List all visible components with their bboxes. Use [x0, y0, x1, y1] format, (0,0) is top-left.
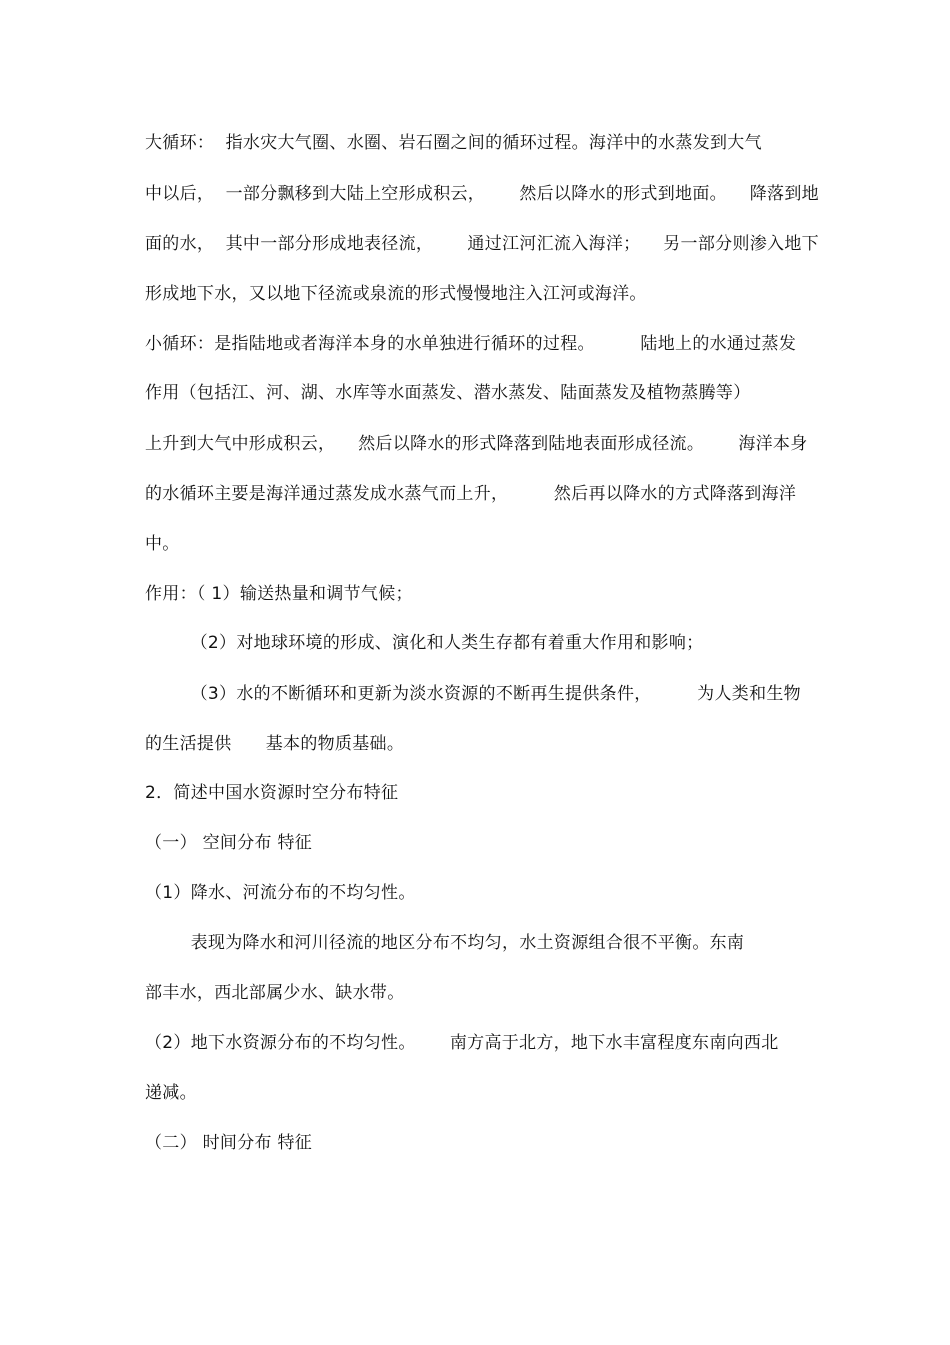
text-line: 作用（包括江、河、湖、水库等水面蒸发、潜水蒸发、陆面蒸发及植物蒸腾等） [145, 383, 751, 403]
subsection-heading: （一） 空间分布 特征 [145, 833, 313, 853]
text-line: 作用：（ 1）输送热量和调节气候； [145, 584, 413, 604]
text-line: 递减。 [145, 1083, 197, 1103]
text-line: 面的水， 其中一部分形成地表径流， 通过江河汇流入海洋； 另一部分则渗入地下 [145, 234, 819, 254]
text-line: （1）降水、河流分布的不均匀性。 [145, 883, 416, 903]
text-line: 的水循环主要是海洋通过蒸发成水蒸气而上升， 然后再以降水的方式降落到海洋 [145, 484, 797, 504]
text-line: 中。 [145, 534, 180, 554]
text-line: 形成地下水，又以地下径流或泉流的形式慢慢地注入江河或海洋。 [145, 284, 647, 304]
text-line: 中以后， 一部分飘移到大陆上空形成积云， 然后以降水的形式到地面。 降落到地 [145, 184, 819, 204]
text-line: 表现为降水和河川径流的地区分布不均匀，水土资源组合很不平衡。东南 [145, 933, 745, 953]
text-line: （2）地下水资源分布的不均匀性。 南方高于北方，地下水丰富程度东南向西北 [145, 1033, 779, 1053]
text-line: 上升到大气中形成积云， 然后以降水的形式降落到陆地表面形成径流。 海洋本身 [145, 434, 808, 454]
section-heading: 2．简述中国水资源时空分布特征 [145, 783, 399, 803]
text-line: （2）对地球环境的形成、演化和人类生存都有着重大作用和影响； [145, 633, 704, 653]
text-line: 小循环：是指陆地或者海洋本身的水单独进行循环的过程。 陆地上的水通过蒸发 [145, 334, 797, 354]
text-line: 大循环： 指水灾大气圈、水圈、岩石圈之间的循环过程。海洋中的水蒸发到大气 [145, 133, 762, 153]
text-line: （3）水的不断循环和更新为淡水资源的不断再生提供条件， 为人类和生物 [145, 684, 801, 704]
text-line: 部丰水，西北部属少水、缺水带。 [145, 983, 405, 1003]
subsection-heading: （二） 时间分布 特征 [145, 1133, 313, 1153]
text-line: 的生活提供 基本的物质基础。 [145, 734, 405, 754]
